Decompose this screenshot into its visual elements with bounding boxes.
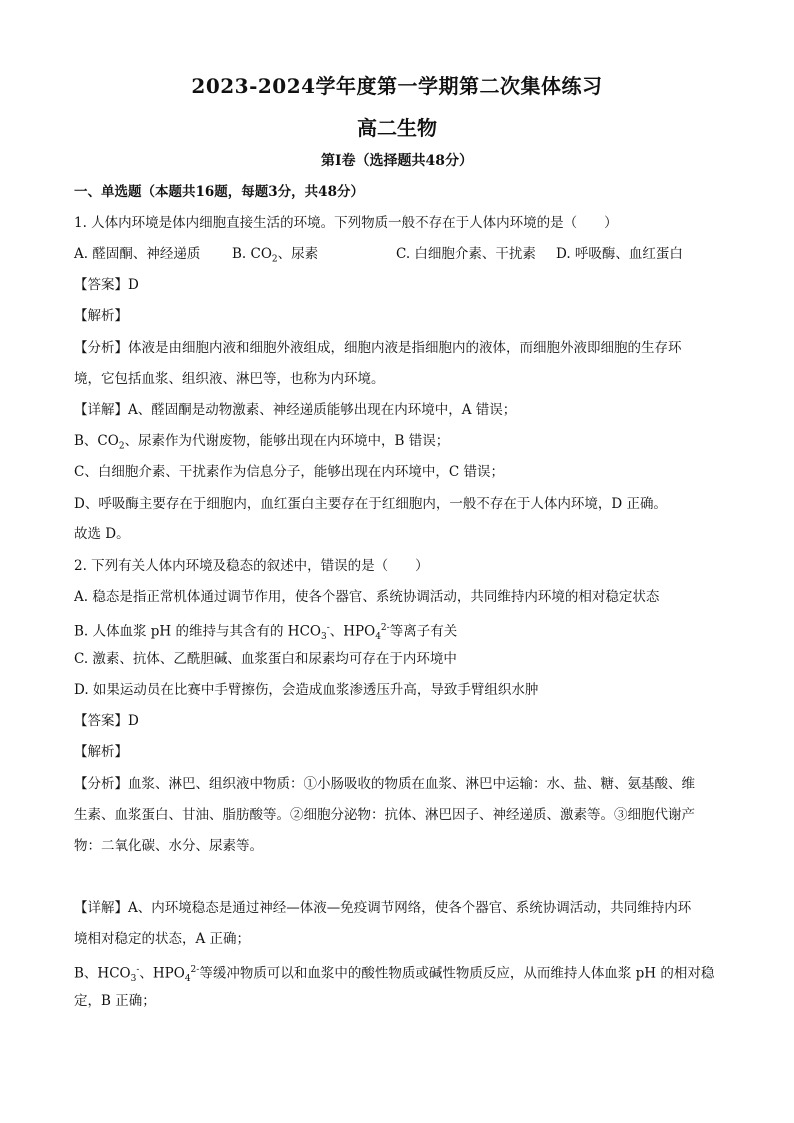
q1-option-a: A. 醛固酮、神经递质 (74, 246, 201, 262)
q1-option-d: D. 呼吸酶、血红蛋白 (556, 246, 683, 262)
q1-answer: 【答案】D (74, 277, 139, 293)
q1-detail-a: 【详解】A、醛固酮是动物激素、神经递质能够出现在内环境中，A 错误； (74, 402, 517, 418)
q2-analysis-line-3: 物：二氧化碳、水分、尿素等。 (74, 838, 263, 854)
q1-stem: 1. 人体内环境是体内细胞直接生活的环境。下列物质一般不存在于人体内环境的是（ ） (74, 215, 618, 231)
q2-option-b: B. 人体血浆 pH 的维持与其含有的 $HCO_3^-$、$HPO_4^{2-}$等离子有关 (74, 623, 458, 643)
section-heading: 一、单选题（本题共16题，每题3分，共48分） (74, 184, 364, 200)
q2-analysis-line-1: 【分析】血浆、淋巴、组织液中物质：①小肠吸收的物质在血浆、淋巴中运输：水、盐、糖、氨基酸、维 (74, 776, 695, 792)
q2-analysis-line-2: 生素、血浆蛋白、甘油、脂肪酸等。②细胞分泌物：抗体、淋巴因子、神经递质、激素等。③细胞代谢产 (74, 807, 695, 823)
subject-title: 高二生物 (357, 116, 437, 140)
q2-detail-a-line-1: 【详解】A、内环境稳态是通过神经—体液—免疫调节网络，使各个器官、系统协调活动，共同维持内环 (74, 900, 692, 916)
q2-detail-b-line-2: 定，B 正确； (74, 993, 156, 1009)
q1-conclusion: 故选 D。 (74, 526, 130, 542)
q2-stem: 2. 下列有关人体内环境及稳态的叙述中，错误的是（ ） (74, 558, 429, 574)
q2-answer: 【答案】D (74, 713, 139, 729)
q1-analysis-line-1: 【分析】体液是由细胞内液和细胞外液组成，细胞内液是指细胞内的液体，而细胞外液即细胞的生存环 (74, 340, 682, 356)
q1-detail-c: C、白细胞介素、干扰素作为信息分子，能够出现在内环境中，C 错误； (74, 464, 504, 480)
q1-detail-b: B、$CO_2$、尿素作为代谢废物，能够出现在内环境中，B 错误； (74, 433, 450, 452)
q2-option-a: A. 稳态是指正常机体通过调节作用，使各个器官、系统协调活动，共同维持内环境的相对稳定状态 (74, 589, 660, 605)
q2-detail-b-line-1: B、$HCO_3^-$、$HPO_4^{2-}$等缓冲物质可以和血浆中的酸性物质或碱性物质反应，从而维持人体血浆 pH 的相对稳 (74, 965, 715, 985)
q1-analysis-label: 【解析】 (74, 308, 128, 324)
q2-analysis-label: 【解析】 (74, 744, 128, 760)
q2-option-d: D. 如果运动员在比赛中手臂擦伤，会造成血浆渗透压升高，导致手臂组织水肿 (74, 682, 539, 698)
volume-title: 第I卷（选择题共48分） (320, 153, 474, 169)
q1-detail-d: D、呼吸酶主要存在于细胞内，血红蛋白主要存在于红细胞内，一般不存在于人体内环境，D 正确。 (74, 496, 667, 512)
q1-option-c: C. 白细胞介素、干扰素 (396, 246, 536, 262)
q1-analysis-line-2: 境，它包括血浆、组织液、淋巴等，也称为内环境。 (74, 371, 385, 387)
q2-detail-a-line-2: 境相对稳定的状态，A 正确； (74, 931, 251, 947)
q2-option-c: C. 激素、抗体、乙酰胆碱、血浆蛋白和尿素均可存在于内环境中 (74, 651, 457, 667)
q1-option-b: B. $CO_2$、尿素 (232, 246, 319, 265)
exam-title: 2023-2024学年度第一学期第二次集体练习 (191, 74, 603, 98)
